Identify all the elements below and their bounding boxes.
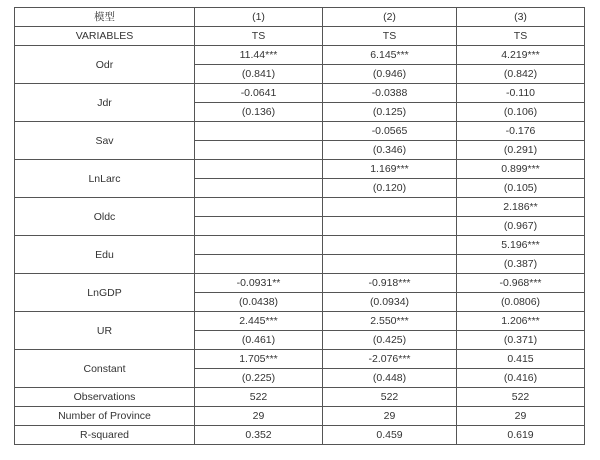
variable-name-lngdp: LnGDP [15,274,195,312]
regression-table [14,7,585,445]
coef-lnlarc-3: 0.899*** [457,160,585,179]
coef-ur-1: 2.445*** [195,312,323,331]
header-model-1: (1) [195,8,323,27]
coef-row-edu [15,236,585,255]
variable-name-jdr: Jdr [15,84,195,122]
coef-lngdp-3: -0.968*** [457,274,585,293]
se-jdr-1: (0.136) [195,103,323,122]
coef-lnlarc-1 [195,160,323,179]
subheader-dep-var-2: TS [323,27,457,46]
coef-sav-2: -0.0565 [323,122,457,141]
stat-observations-2: 522 [323,388,457,407]
variable-name-odr: Odr [15,46,195,84]
coef-lngdp-1: -0.0931** [195,274,323,293]
header-row [15,8,585,27]
coef-odr-1: 11.44*** [195,46,323,65]
coef-odr-2: 6.145*** [323,46,457,65]
coef-odr-3: 4.219*** [457,46,585,65]
coef-constant-3: 0.415 [457,350,585,369]
variable-name-ur: UR [15,312,195,350]
stat-row-r-squared [15,426,585,445]
variable-name-lnlarc: LnLarc [15,160,195,198]
stat-observations-1: 522 [195,388,323,407]
se-odr-2: (0.946) [323,65,457,84]
stat-label-number-of-province: Number of Province [15,407,195,426]
stat-r-squared-3: 0.619 [457,426,585,445]
subheader-dep-var-1: TS [195,27,323,46]
stat-label-r-squared: R-squared [15,426,195,445]
header-model-label: 模型 [15,8,195,27]
coef-edu-3: 5.196*** [457,236,585,255]
se-ur-1: (0.461) [195,331,323,350]
coef-jdr-1: -0.0641 [195,84,323,103]
coef-edu-1 [195,236,323,255]
se-oldc-3: (0.967) [457,217,585,236]
coef-lngdp-2: -0.918*** [323,274,457,293]
se-constant-3: (0.416) [457,369,585,388]
coef-row-lnlarc [15,160,585,179]
stat-row-observations [15,388,585,407]
se-oldc-2 [323,217,457,236]
coef-jdr-3: -0.110 [457,84,585,103]
coef-ur-2: 2.550*** [323,312,457,331]
coef-row-oldc [15,198,585,217]
coef-row-constant [15,350,585,369]
se-lnlarc-1 [195,179,323,198]
stat-row-number-of-province [15,407,585,426]
se-jdr-2: (0.125) [323,103,457,122]
se-lngdp-2: (0.0934) [323,293,457,312]
se-constant-1: (0.225) [195,369,323,388]
coef-row-lngdp [15,274,585,293]
coef-lnlarc-2: 1.169*** [323,160,457,179]
regression-table-body [15,8,585,445]
stat-r-squared-2: 0.459 [323,426,457,445]
coef-oldc-2 [323,198,457,217]
se-oldc-1 [195,217,323,236]
se-lnlarc-2: (0.120) [323,179,457,198]
se-odr-3: (0.842) [457,65,585,84]
variable-name-oldc: Oldc [15,198,195,236]
stat-number-of-province-2: 29 [323,407,457,426]
stat-label-observations: Observations [15,388,195,407]
se-constant-2: (0.448) [323,369,457,388]
header-model-2: (2) [323,8,457,27]
coef-constant-2: -2.076*** [323,350,457,369]
se-odr-1: (0.841) [195,65,323,84]
coef-row-odr [15,46,585,65]
stat-r-squared-1: 0.352 [195,426,323,445]
coef-row-ur [15,312,585,331]
coef-oldc-3: 2.186** [457,198,585,217]
se-sav-1 [195,141,323,160]
stat-observations-3: 522 [457,388,585,407]
se-lngdp-1: (0.0438) [195,293,323,312]
se-edu-2 [323,255,457,274]
coef-ur-3: 1.206*** [457,312,585,331]
se-sav-3: (0.291) [457,141,585,160]
se-ur-3: (0.371) [457,331,585,350]
se-ur-2: (0.425) [323,331,457,350]
coef-edu-2 [323,236,457,255]
se-jdr-3: (0.106) [457,103,585,122]
header-model-3: (3) [457,8,585,27]
se-edu-1 [195,255,323,274]
coef-sav-3: -0.176 [457,122,585,141]
coef-sav-1 [195,122,323,141]
subheader-dep-var-3: TS [457,27,585,46]
variable-name-sav: Sav [15,122,195,160]
se-lnlarc-3: (0.105) [457,179,585,198]
coef-jdr-2: -0.0388 [323,84,457,103]
se-edu-3: (0.387) [457,255,585,274]
stat-number-of-province-1: 29 [195,407,323,426]
stat-number-of-province-3: 29 [457,407,585,426]
se-sav-2: (0.346) [323,141,457,160]
coef-row-jdr [15,84,585,103]
se-lngdp-3: (0.0806) [457,293,585,312]
variable-name-constant: Constant [15,350,195,388]
variable-name-edu: Edu [15,236,195,274]
subheader-variables-label: VARIABLES [15,27,195,46]
coef-constant-1: 1.705*** [195,350,323,369]
subheader-row [15,27,585,46]
coef-oldc-1 [195,198,323,217]
coef-row-sav [15,122,585,141]
